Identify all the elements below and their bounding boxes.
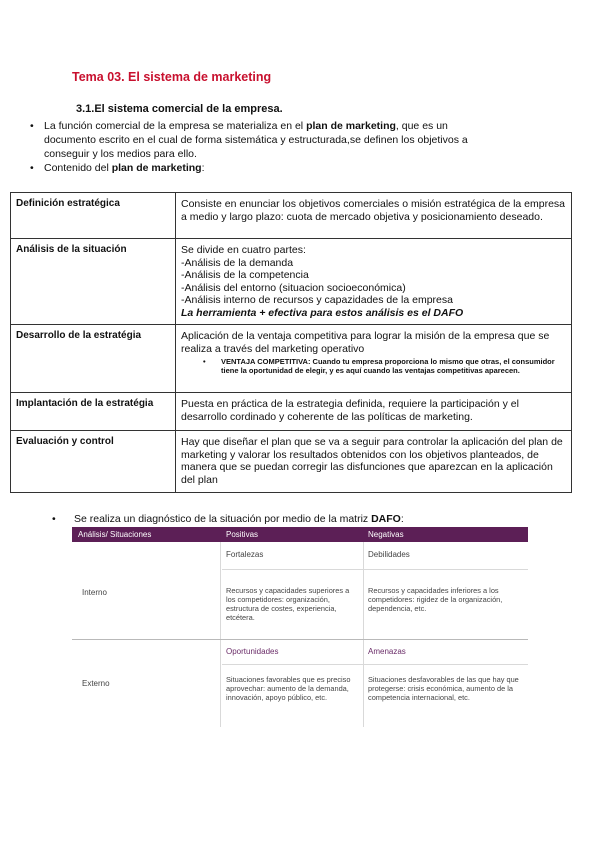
section-heading: 3.1.El sistema comercial de la empresa. xyxy=(76,103,283,115)
row-label: Evaluación y control xyxy=(11,431,176,493)
row-label-externo: Externo xyxy=(82,679,110,688)
fortalezas-text: Recursos y capacidades superiores a los competidores: organización, estructura de costes, experiencia, etcétera. xyxy=(226,586,350,622)
debilidades-title: Debilidades xyxy=(368,550,410,559)
dafo-header-analysis: Análisis/ Situaciones xyxy=(72,527,226,542)
table-row xyxy=(11,393,572,431)
row-content: Consiste en enunciar los objetivos comerciales o misión estratégica de la empresa a medio y largo plazo: cuota de mercado objetiva y posicionamiento deseado. xyxy=(176,193,572,239)
table-row xyxy=(11,193,572,239)
dafo-emphasis: La herramienta + efectiva para estos análisis es el DAFO xyxy=(181,306,464,319)
row-label: Definición estratégica xyxy=(11,193,176,239)
dafo-header-positive: Positivas xyxy=(222,527,366,542)
bullet-icon: • xyxy=(30,120,34,132)
table-row xyxy=(11,239,572,325)
row-label: Análisis de la situación xyxy=(11,239,176,325)
divider xyxy=(72,639,528,640)
bullet-icon: • xyxy=(52,513,56,525)
list-item: • VENTAJA COMPETITIVA: Cuando tu empresa proporciona lo mismo que otras, el consumidor tiene la oportunidad de elegir, y es aquí cuando las ventajas competitivas aparecen. xyxy=(203,357,555,375)
oportunidades-title: Oportunidades xyxy=(226,647,279,656)
intro-bullet-1: • La función comercial de la empresa se materializa en el plan de marketing, que es un documento escrito en el cual de forma sistemática y estructurada,se definen los objetivos a conseguir y los medios para ello. xyxy=(30,120,468,160)
row-content: Aplicación de la ventaja competitiva para lograr la misión de la empresa que se realiza a través del marketing operativo • VENTAJA COMPETITIVA: Cuando tu empresa proporciona lo mismo que otras, el consumidor tiene la oportunidad de elegir, y es aquí cuando las ventajas competitivas aparecen. xyxy=(176,325,572,393)
bullet-icon: • xyxy=(203,357,206,366)
bullet-icon: • xyxy=(30,162,34,174)
debilidades-text: Recursos y capacidades inferiores a los competidores: rigidez de la organización, dependencia, etc. xyxy=(368,586,503,613)
row-label-interno: Interno xyxy=(82,588,107,597)
row-content: Puesta en práctica de la estrategia definida, requiere la participación y el desarrollo cordinado y coherente de las políticas de marketing. xyxy=(176,393,572,431)
intro-bullet-2: • Contenido del plan de marketing: xyxy=(30,162,205,174)
dafo-matrix xyxy=(72,527,528,727)
divider xyxy=(220,542,221,727)
divider xyxy=(222,569,528,570)
oportunidades-text: Situaciones favorables que es preciso aprovechar: aumento de la demanda, innovación, apoyo público, etc. xyxy=(226,675,351,702)
page-title: Tema 03. El sistema de marketing xyxy=(72,70,272,84)
amenazas-text: Situaciones desfavorables de las que hay que protegerse: crisis económica, aumento de la competencia internacional, etc. xyxy=(368,675,519,702)
amenazas-title: Amenazas xyxy=(368,647,406,656)
plan-table xyxy=(10,192,572,493)
divider xyxy=(222,664,528,665)
table-row xyxy=(11,431,572,493)
sub-bullet-list xyxy=(181,357,567,375)
row-label: Desarrollo de la estratégia xyxy=(11,325,176,393)
table-row xyxy=(11,325,572,393)
dafo-header-negative: Negativas xyxy=(364,527,528,542)
dafo-intro-bullet: • Se realiza un diagnóstico de la situación por medio de la matriz DAFO: xyxy=(52,513,404,525)
row-label: Implantación de la estratégia xyxy=(11,393,176,431)
row-content: Hay que diseñar el plan que se va a seguir para controlar la aplicación del plan de marketing y valorar los resultados obtenidos con los objetivos planteados, de manera que se puedan corregir las disfunciones que aparezcan en la aplicación del plan xyxy=(176,431,572,493)
row-content: Se divide en cuatro partes: -Análisis de la demanda -Análisis de la competencia -Análisis del entorno (situacion socioeconómica) -Análisis interno de recursos y capazidades de la empresa La herramienta + efectiva para estos análisis es el DAFO xyxy=(176,239,572,325)
fortalezas-title: Fortalezas xyxy=(226,550,264,559)
